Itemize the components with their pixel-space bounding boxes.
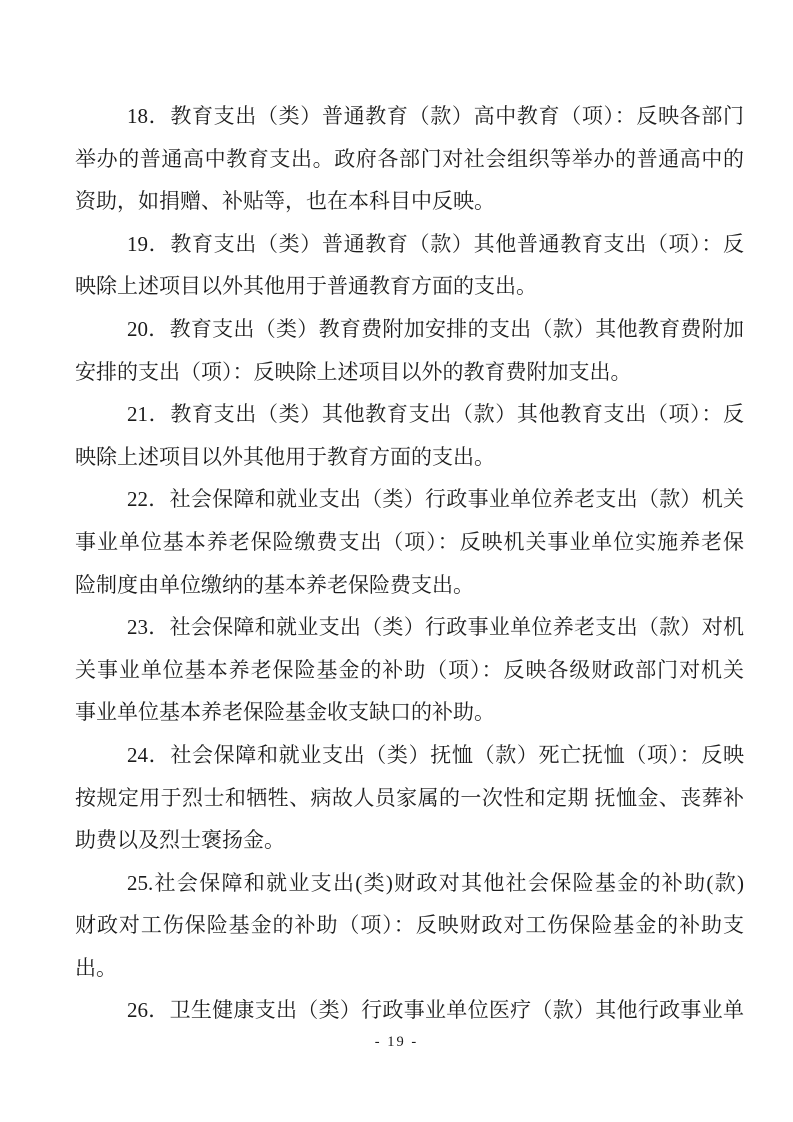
- text-line: 财政对工伤保险基金的补助（项）：反映财政对工伤保险基金的补助支: [75, 913, 744, 938]
- text-line: 22．社会保障和就业支出（类）行政事业单位养老支出（款）机关: [127, 487, 744, 512]
- text-line: 映除上述项目以外其他用于教育方面的支出。: [75, 444, 495, 469]
- text-line: 21．教育支出（类）其他教育支出（款）其他教育支出（项）：反: [127, 402, 744, 427]
- text-line: 事业单位基本养老保险基金收支缺口的补助。: [75, 700, 495, 725]
- text-line: 23．社会保障和就业支出（类）行政事业单位养老支出（款）对机: [127, 615, 744, 640]
- text-line: 出。: [75, 955, 117, 980]
- paragraph-item-21: [75, 393, 744, 478]
- text-line: 24．社会保障和就业支出（类）抚恤（款）死亡抚恤（项）：反映: [127, 742, 744, 767]
- paragraph-item-23: [75, 606, 744, 734]
- text-line: 关事业单位基本养老保险基金的补助（项）：反映各级财政部门对机关: [75, 657, 744, 682]
- paragraph-item-25: [75, 862, 744, 990]
- text-line: 19．教育支出（类）普通教育（款）其他普通教育支出（项）：反: [127, 231, 744, 256]
- text-line: 26．卫生健康支出（类）行政事业单位医疗（款）其他行政事业单: [127, 998, 744, 1023]
- text-line: 20．教育支出（类）教育费附加安排的支出（款）其他教育费附加: [127, 316, 744, 341]
- text-line: 险制度由单位缴纳的基本养老保险费支出。: [75, 572, 474, 597]
- text-line: 按规定用于烈士和牺牲、病故人员家属的一次性和定期 抚恤金、丧葬补: [75, 785, 744, 810]
- paragraph-item-22: [75, 478, 744, 606]
- text-line: 资助，如捐赠、补贴等，也在本科目中反映。: [75, 189, 495, 214]
- text-line: 安排的支出（项）：反映除上述项目以外的教育费附加支出。: [75, 359, 632, 384]
- page-number: - 19 -: [374, 1034, 419, 1050]
- text-line: 事业单位基本养老保险缴费支出（项）：反映机关事业单位实施养老保: [75, 529, 744, 554]
- document-body: [75, 95, 744, 1032]
- paragraph-item-20: [75, 308, 744, 393]
- text-line: 助费以及烈士褒扬金。: [75, 828, 285, 853]
- text-line: 25.社会保障和就业支出(类)财政对其他社会保险基金的补助(款): [127, 870, 744, 895]
- paragraph-item-19: [75, 223, 744, 308]
- paragraph-item-18: [75, 95, 744, 223]
- paragraph-item-24: [75, 734, 744, 862]
- text-line: 18．教育支出（类）普通教育（款）高中教育（项）：反映各部门: [127, 104, 744, 128]
- text-line: 映除上述项目以外其他用于普通教育方面的支出。: [75, 274, 537, 299]
- text-line: 举办的普通高中教育支出。政府各部门对社会组织等举办的普通高中的: [75, 146, 744, 171]
- paragraph-item-26: [75, 989, 744, 1032]
